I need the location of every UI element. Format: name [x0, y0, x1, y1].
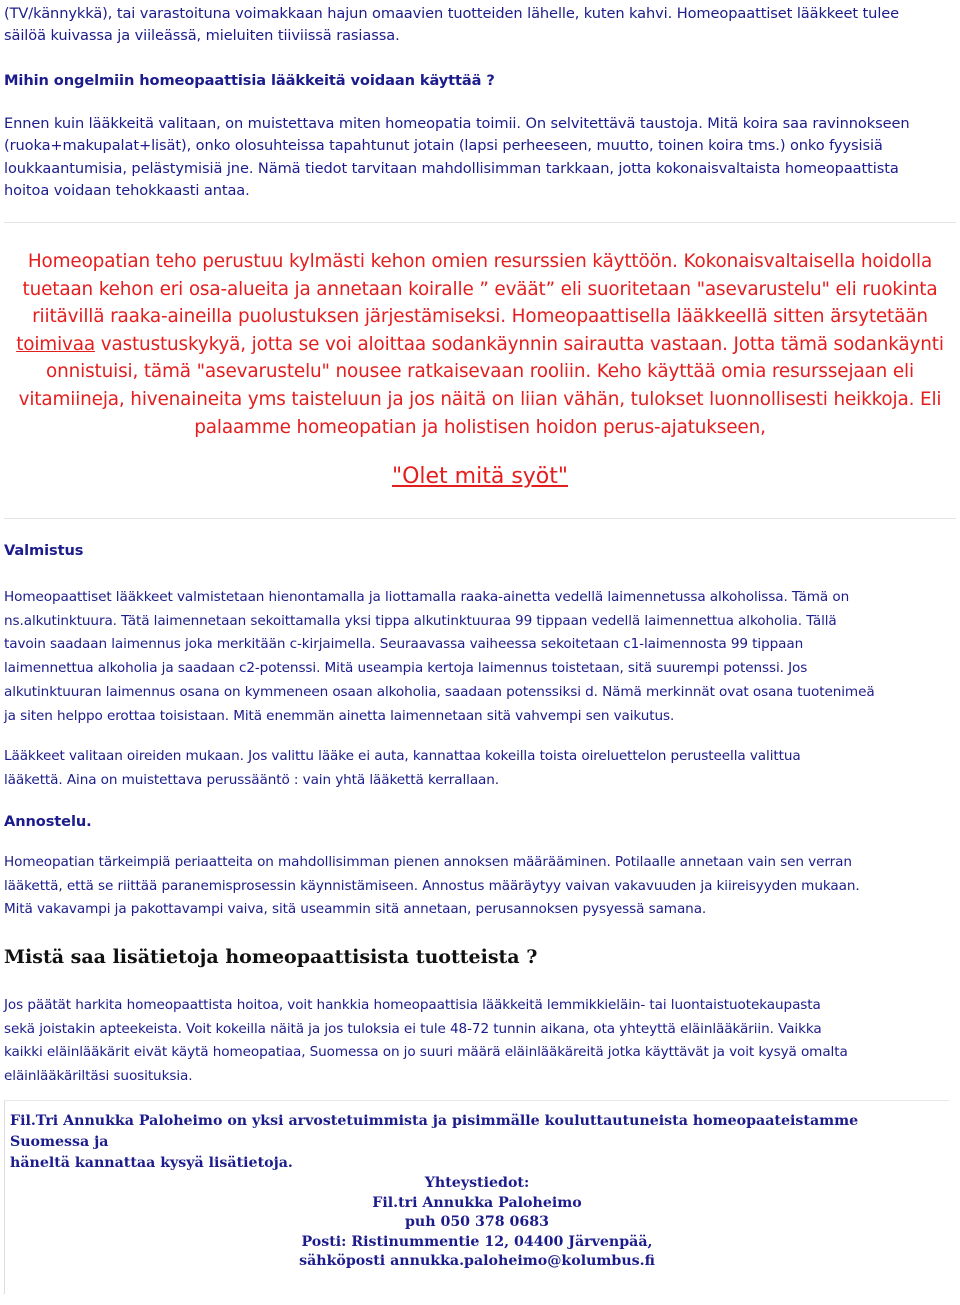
recommendation-text: [10, 1111, 930, 1174]
text-line: Mitä vakavampi ja pakottavampi vaiva, sitä useammin sitä annetaan, perusannoksen pysyessä samana.: [4, 901, 707, 918]
text-line: palaamme homeopatian ja holistisen hoidon perus-ajatukseen,: [194, 416, 766, 438]
text-line: [4, 331, 956, 359]
section-heading-valmistus: Valmistus: [4, 542, 84, 559]
contact-email[interactable]: sähköposti annukka.paloheimo@kolumbus.fi: [299, 1253, 655, 1270]
text-line: lääkettä. Aina on muistettava perussääntö : vain yhtä lääkettä kerrallaan.: [4, 771, 500, 788]
text-line: sekä joistakin apteekeista. Voit kokeilla näitä ja jos tuloksia ei tule 48-72 tunnin aikana, ota yhteyttä eläinlääkäriin. Vaikka: [4, 1020, 822, 1037]
text-line: loukkaantumisia, pelästymisiä jne. Nämä tiedot tarvitaan mahdollisimman tarkkaan, jotta kokonaisvaltaista homeopaattista: [4, 159, 899, 177]
motto-text: "Olet mitä syöt": [391, 464, 569, 489]
text-line: lääkettä, että se riittää paranemisprosessin käynnistämiseen. Annostus määräytyy vaivan vakavuuden ja kiireisyyden mukaan.: [4, 877, 860, 894]
text-line: Homeopaattiset lääkkeet valmistetaan hienontamalla ja liottamalla raaka-ainetta vedellä laimennetussa alkoholissa. Tämä on: [4, 589, 850, 605]
storage-paragraph: [4, 3, 956, 48]
toimivaa-link[interactable]: toimivaa: [16, 333, 96, 355]
text-line: alkutinktuuran laimennus osana on kymmeneen osaan alkoholia, saadaan potenssiksi d. Nämä merkinnät ovat osana tuotenimeä: [4, 683, 875, 700]
text-line: tuetaan kehon eri osa-alueita ja annetaan koiralle ” eväät” eli suoritetaan "asevarustelu" eli ruokinta: [22, 278, 938, 300]
text-line: laimennettua alkoholia ja saadaan c2-potenssi. Mitä useampia kertoja laimennus toistetaan, sitä suurempi potenssi. Jos: [4, 660, 808, 677]
text-line: (TV/kännykkä), tai varastoituna voimakkaan hajun omaavien tuotteiden lähelle, kuten kahvi. Homeopaattiset lääkkeet tulee: [4, 5, 900, 22]
text-line: eläinlääkäriltäsi suosituksia.: [4, 1068, 193, 1085]
text-line: ja siten helppo erottaa toisistaan. Mitä enemmän ainetta laimennetaan sitä vahvempi sen vaikutus.: [4, 707, 675, 724]
selection-paragraph: [4, 745, 956, 792]
text-line: Homeopatian tärkeimpiä periaatteita on mahdollisimman pienen annoksen määrääminen. Potilaalle annetaan vain sen verran: [4, 854, 852, 870]
text-line: säilöä kuivassa ja viileässä, mieluiten tiiviissä rasiassa.: [4, 27, 400, 45]
background-paragraph: [4, 113, 956, 202]
holistic-principle-paragraph: [4, 248, 956, 441]
text-line: Fil.Tri Annukka Paloheimo on yksi arvostetuimmista ja pisimmälle kouluttautuneista homeopaateistamme Suomessa ja: [10, 1113, 859, 1150]
text-line-rest: vastustuskykyä, jotta se voi aloittaa sodankäynnin sairautta vastaan. Jotta tämä sodankäynti: [95, 333, 944, 355]
contact-heading: Yhteystiedot:: [424, 1175, 530, 1191]
text-line: Jos päätät harkita homeopaattista hoitoa, voit hankkia homeopaattisia lääkkeitä lemmikkieläin- tai luontaistuotekaupasta: [4, 997, 821, 1013]
text-line: (ruoka+makupalat+lisät), onko olosuhteissa tapahtunut jotain (lapsi perheeseen, muutto, toinen koira tms.) onko fyysisiä: [4, 137, 883, 155]
contact-box: [4, 1100, 949, 1294]
text-line: tavoin saadaan laimennus joka merkitään c-kirjaimella. Seuraavassa vaiheessa sekoitetaan c1-laimennosta 99 tippaan: [4, 636, 804, 653]
divider: [4, 222, 956, 223]
text-line: ns.alkutinktuura. Tätä laimennetaan sekoittamalla yksi tippa alkutinktuuraa 99 tippaan vedellä laimennettua alkoholia. Tällä: [4, 612, 837, 629]
text-line: hoitoa voidaan tehokkaasti antaa.: [4, 181, 250, 199]
annostelu-paragraph: [4, 851, 956, 922]
text-line: onnistuisi, tämä "asevarustelu" nousee ratkaisevaan rooliin. Keho käyttää omia resurssejaan eli: [46, 361, 914, 383]
text-line: vitamiineja, hivenaineita yms taisteluun ja jos näitä on liian vähän, tulokset luonnollisesti heikkoja. Eli: [18, 388, 942, 410]
text-line: Homeopatian teho perustuu kylmästi kehon omien resurssien käyttöön. Kokonaisvaltaisella hoidolla: [27, 251, 933, 272]
section-heading-more-info: Mistä saa lisätietoja homeopaattisista tuotteista ?: [4, 946, 538, 968]
valmistus-paragraph: [4, 586, 956, 728]
contact-phone: puh 050 378 0683: [404, 1214, 550, 1231]
contact-address: Posti: Ristinummentie 12, 04400 Järvenpää,: [301, 1233, 653, 1250]
contact-name: Fil.tri Annukka Paloheimo: [372, 1194, 582, 1211]
text-line: kaikki eläinlääkärit eivät käytä homeopatiaa, Suomessa on jo suuri määrä eläinlääkäreitä jotka käyttävät ja voit kysyä omalta: [4, 1044, 848, 1061]
info-paragraph: [4, 994, 956, 1089]
divider: [4, 518, 956, 519]
motto: [4, 463, 956, 491]
contact-details: [5, 1174, 949, 1272]
section-heading-annostelu: Annostelu.: [4, 813, 92, 830]
text-line: riitävillä raaka-aineilla puolustuksen järjestämiseksi. Homeopaattisella lääkkeellä sitten ärsytetään: [32, 306, 928, 328]
text-line: Lääkkeet valitaan oireiden mukaan. Jos valittu lääke ei auta, kannattaa kokeilla toista oireluettelon perusteella valittua: [4, 748, 801, 764]
text-line: häneltä kannattaa kysyä lisätietoja.: [10, 1155, 293, 1171]
text-line: Ennen kuin lääkkeitä valitaan, on muistettava miten homeopatia toimii. On selvitettävä taustoja. Mitä koira saa ravinnokseen: [4, 115, 910, 132]
section-heading-usage: Mihin ongelmiin homeopaattisia lääkkeitä voidaan käyttää ?: [4, 72, 495, 89]
